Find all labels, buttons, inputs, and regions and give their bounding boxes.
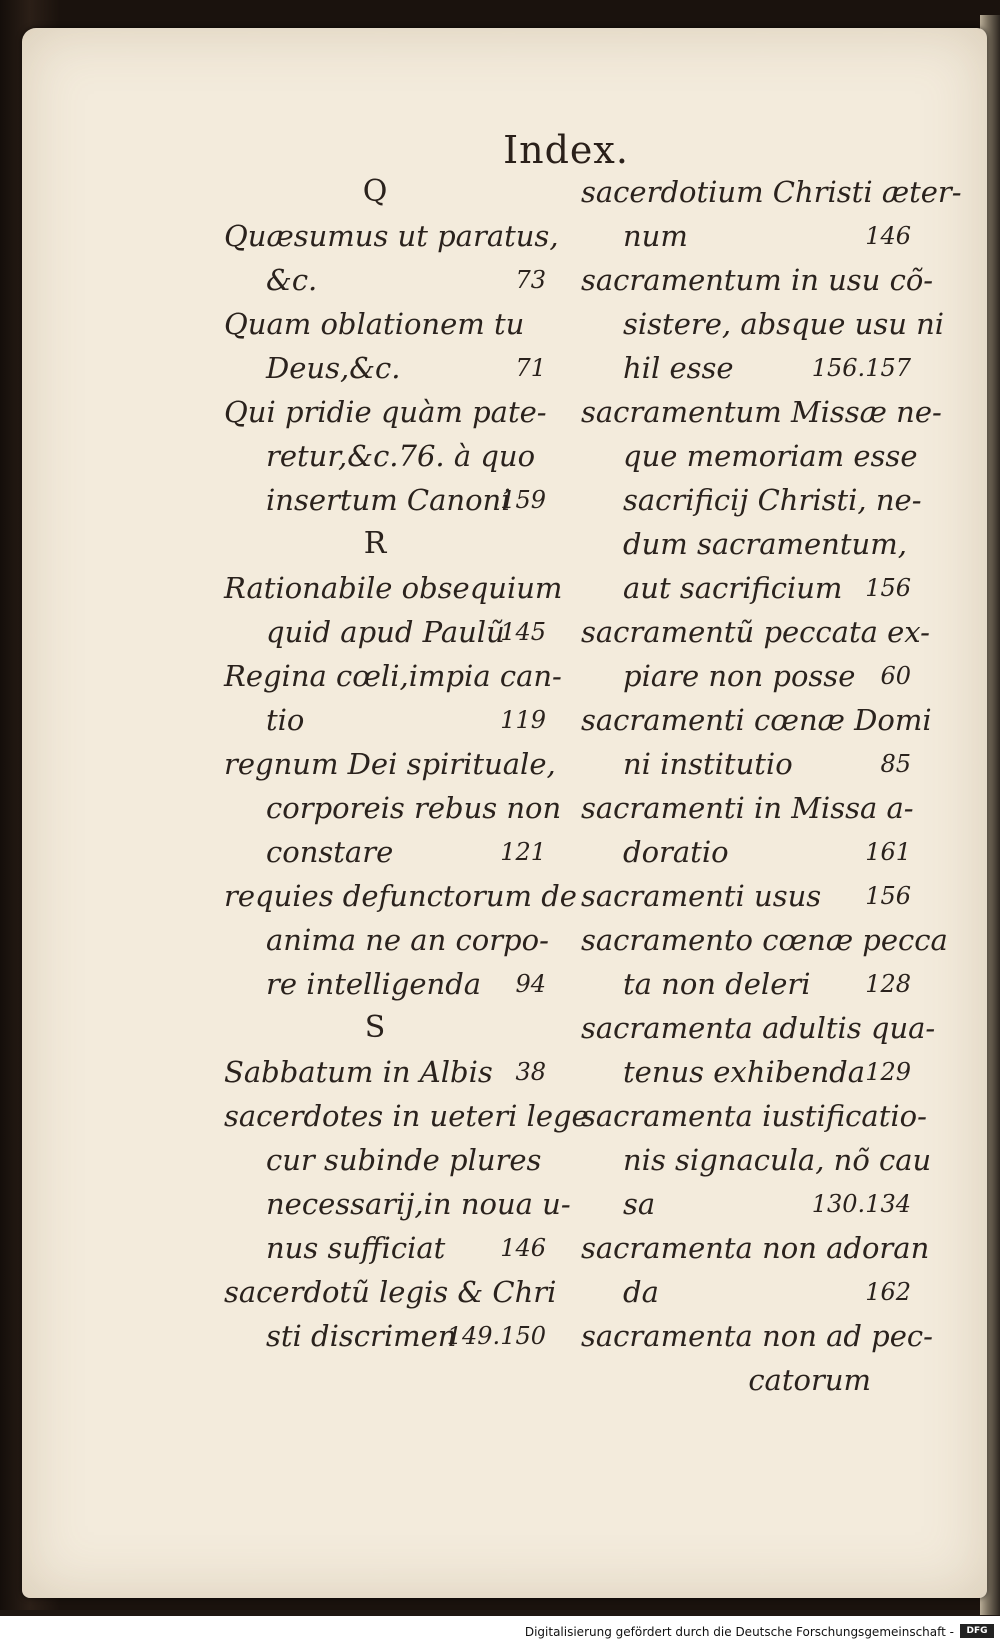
footer-bar: [0, 1616, 1000, 1646]
entry-text: anima ne an corpo-: [266, 923, 549, 957]
entry-text: doratio: [623, 835, 729, 869]
index-entry-line: [581, 522, 911, 566]
page-reference: 38: [515, 1058, 546, 1086]
index-entry-line: [581, 214, 911, 258]
entry-text: requies defunctorum de: [224, 879, 577, 913]
page-reference: 71: [515, 354, 546, 382]
page-reference: 128: [865, 970, 911, 998]
entry-text: Quam oblationem tu: [224, 307, 525, 341]
index-entry-line: [224, 1050, 546, 1094]
entry-text: sacerdotũ legis & Chri: [224, 1275, 557, 1309]
index-column-right: [581, 170, 962, 1402]
entry-text: quid apud Paulũ: [266, 615, 505, 649]
page-reference: 121: [500, 838, 546, 866]
entry-text: nus sufficiat: [266, 1231, 446, 1265]
dfg-logo: DFG: [960, 1624, 994, 1638]
index-entry-line: [224, 1182, 571, 1226]
page-reference: 60: [880, 662, 911, 690]
entry-text: sacramenta adultis qua-: [581, 1011, 936, 1045]
index-entry-line: [224, 1094, 589, 1138]
entry-text: insertum Canoni: [266, 483, 511, 517]
entry-text: sacrificij Christi, ne-: [623, 483, 922, 517]
page-reference: 119: [500, 706, 546, 734]
index-entry-line: [581, 1270, 911, 1314]
index-entry-line: [224, 698, 546, 742]
index-entry-line: [581, 170, 962, 214]
page-reference: 146: [865, 222, 911, 250]
page-reference: 159: [500, 486, 546, 514]
index-entry-line: [581, 1226, 930, 1270]
page-header: [0, 128, 1000, 172]
entry-text: corporeis rebus non: [266, 791, 562, 825]
page-reference: 130.134: [811, 1190, 911, 1218]
entry-text: Deus,&c.: [266, 351, 401, 385]
index-entry-line: [224, 918, 549, 962]
index-entry-line: [581, 698, 932, 742]
index-entry-line: [224, 566, 563, 610]
entry-text: cur subinde plures: [266, 1143, 542, 1177]
index-entry-line: [581, 918, 948, 962]
page-reference: 85: [880, 750, 911, 778]
entry-text: nis signacula, nõ cau: [623, 1143, 932, 1177]
entry-text: sacramenti usus: [581, 879, 822, 913]
entry-text: Q: [362, 174, 388, 209]
index-entry-line: [224, 786, 562, 830]
index-entry-line: [224, 874, 577, 918]
index-entry-line: [224, 830, 546, 874]
entry-text: sistere, absque usu ni: [623, 307, 945, 341]
index-entry-line: [224, 1138, 546, 1182]
page-reference: 73: [515, 266, 546, 294]
entry-text: dum sacramentum,: [623, 527, 907, 561]
index-entry-line: [224, 346, 546, 390]
entry-text: da: [623, 1275, 659, 1309]
index-letter-heading: [224, 170, 546, 214]
entry-text: sacerdotium Christi æter-: [581, 175, 962, 209]
entry-text: Sabbatum in Albis: [224, 1055, 493, 1089]
page-reference: 156: [865, 882, 911, 910]
index-entry-line: [581, 786, 914, 830]
index-entry-line: [581, 346, 911, 390]
index-entry-line: [224, 1270, 557, 1314]
entry-text: sti discrimen: [266, 1319, 457, 1353]
entry-text: re intelligenda: [266, 967, 482, 1001]
index-entry-line: [581, 830, 911, 874]
page-reference: 129: [865, 1058, 911, 1086]
page-reference: 146: [500, 1234, 546, 1262]
index-entry-line: [581, 1182, 911, 1226]
entry-text: sacramento cœnæ pecca: [581, 923, 948, 957]
entry-text: constare: [266, 835, 394, 869]
entry-text: Qui pridie quàm pate-: [224, 395, 547, 429]
index-entry-line: [224, 1314, 546, 1358]
index-entry-line: [581, 654, 911, 698]
entry-text: sacramenta iustificatio-: [581, 1099, 927, 1133]
index-entry-line: [224, 214, 559, 258]
index-entry-line: [224, 654, 562, 698]
index-letter-heading: [224, 522, 546, 566]
entry-text: Quæsumus ut paratus,: [224, 219, 559, 253]
page-reference: 145: [500, 618, 546, 646]
index-entry-line: [224, 258, 546, 302]
page-reference: 156.157: [811, 354, 911, 382]
index-letter-heading: [224, 1006, 546, 1050]
entry-text: tenus exhibenda: [623, 1055, 865, 1089]
entry-text: sacramenta non ad pec-: [581, 1319, 933, 1353]
index-entry-line: [581, 1006, 936, 1050]
index-entry-line: [581, 1314, 933, 1358]
index-entry-line: [224, 390, 546, 434]
index-entry-line: [581, 434, 918, 478]
entry-text: hil esse: [623, 351, 734, 385]
entry-text: sa: [623, 1187, 656, 1221]
entry-text: R: [363, 526, 387, 561]
entry-text: regnum Dei spirituale,: [224, 747, 556, 781]
index-entry-line: [581, 874, 911, 918]
entry-text: Rationabile obsequium: [224, 571, 563, 605]
entry-text: retur,&c.76. à quo: [266, 439, 536, 473]
index-entry-line: [581, 610, 930, 654]
entry-text: sacramentum in usu cõ-: [581, 263, 934, 297]
page-title: Index.: [503, 128, 629, 172]
entry-text: catorum: [748, 1363, 871, 1397]
entry-text: sacramenta non adoran: [581, 1231, 930, 1265]
entry-text: sacramentum Missæ ne-: [581, 395, 942, 429]
page-reference: 156: [865, 574, 911, 602]
index-entry-line: [581, 390, 942, 434]
index-entry-line: [224, 302, 546, 346]
index-entry-line: [224, 962, 546, 1006]
index-entry-line: [581, 302, 945, 346]
index-entry-line: [224, 478, 546, 522]
entry-text: ni institutio: [623, 747, 793, 781]
page-reference: 94: [515, 970, 546, 998]
index-entry-line: [581, 1050, 911, 1094]
index-entry-line: [581, 962, 911, 1006]
entry-text: sacramenti cœnæ Domi: [581, 703, 932, 737]
index-entry-line: [581, 1138, 932, 1182]
entry-text: tio: [266, 703, 305, 737]
index-entry-line: [224, 610, 546, 654]
entry-text: sacerdotes in ueteri lege: [224, 1099, 589, 1133]
entry-text: &c.: [266, 263, 318, 297]
index-entry-line: [581, 742, 911, 786]
page-reference: 162: [865, 1278, 911, 1306]
footer-credit: Digitalisierung gefördert durch die Deutsche Forschungsgemeinschaft -: [524, 1625, 954, 1639]
index-entry-line: [581, 258, 934, 302]
index-entry-line: [581, 478, 922, 522]
index-entry-line: [581, 1358, 911, 1402]
page-reference: 161: [865, 838, 911, 866]
entry-text: num: [623, 219, 688, 253]
entry-text: piare non posse: [623, 659, 856, 693]
index-entry-line: [224, 1226, 546, 1270]
entry-text: que memoriam esse: [623, 439, 918, 473]
entry-text: ta non deleri: [623, 967, 811, 1001]
entry-text: necessarij,in noua u-: [266, 1187, 571, 1221]
page-reference: 149.150: [446, 1322, 546, 1350]
entry-text: S: [364, 1010, 386, 1045]
entry-text: sacramenti in Missa a-: [581, 791, 914, 825]
index-entry-line: [581, 566, 911, 610]
index-entry-line: [224, 434, 546, 478]
entry-text: sacramentũ peccata ex-: [581, 615, 930, 649]
index-entry-line: [224, 742, 556, 786]
index-column-left: [224, 170, 589, 1358]
entry-text: aut sacrificium: [623, 571, 843, 605]
index-entry-line: [581, 1094, 927, 1138]
entry-text: Regina cœli,impia can-: [224, 659, 562, 693]
